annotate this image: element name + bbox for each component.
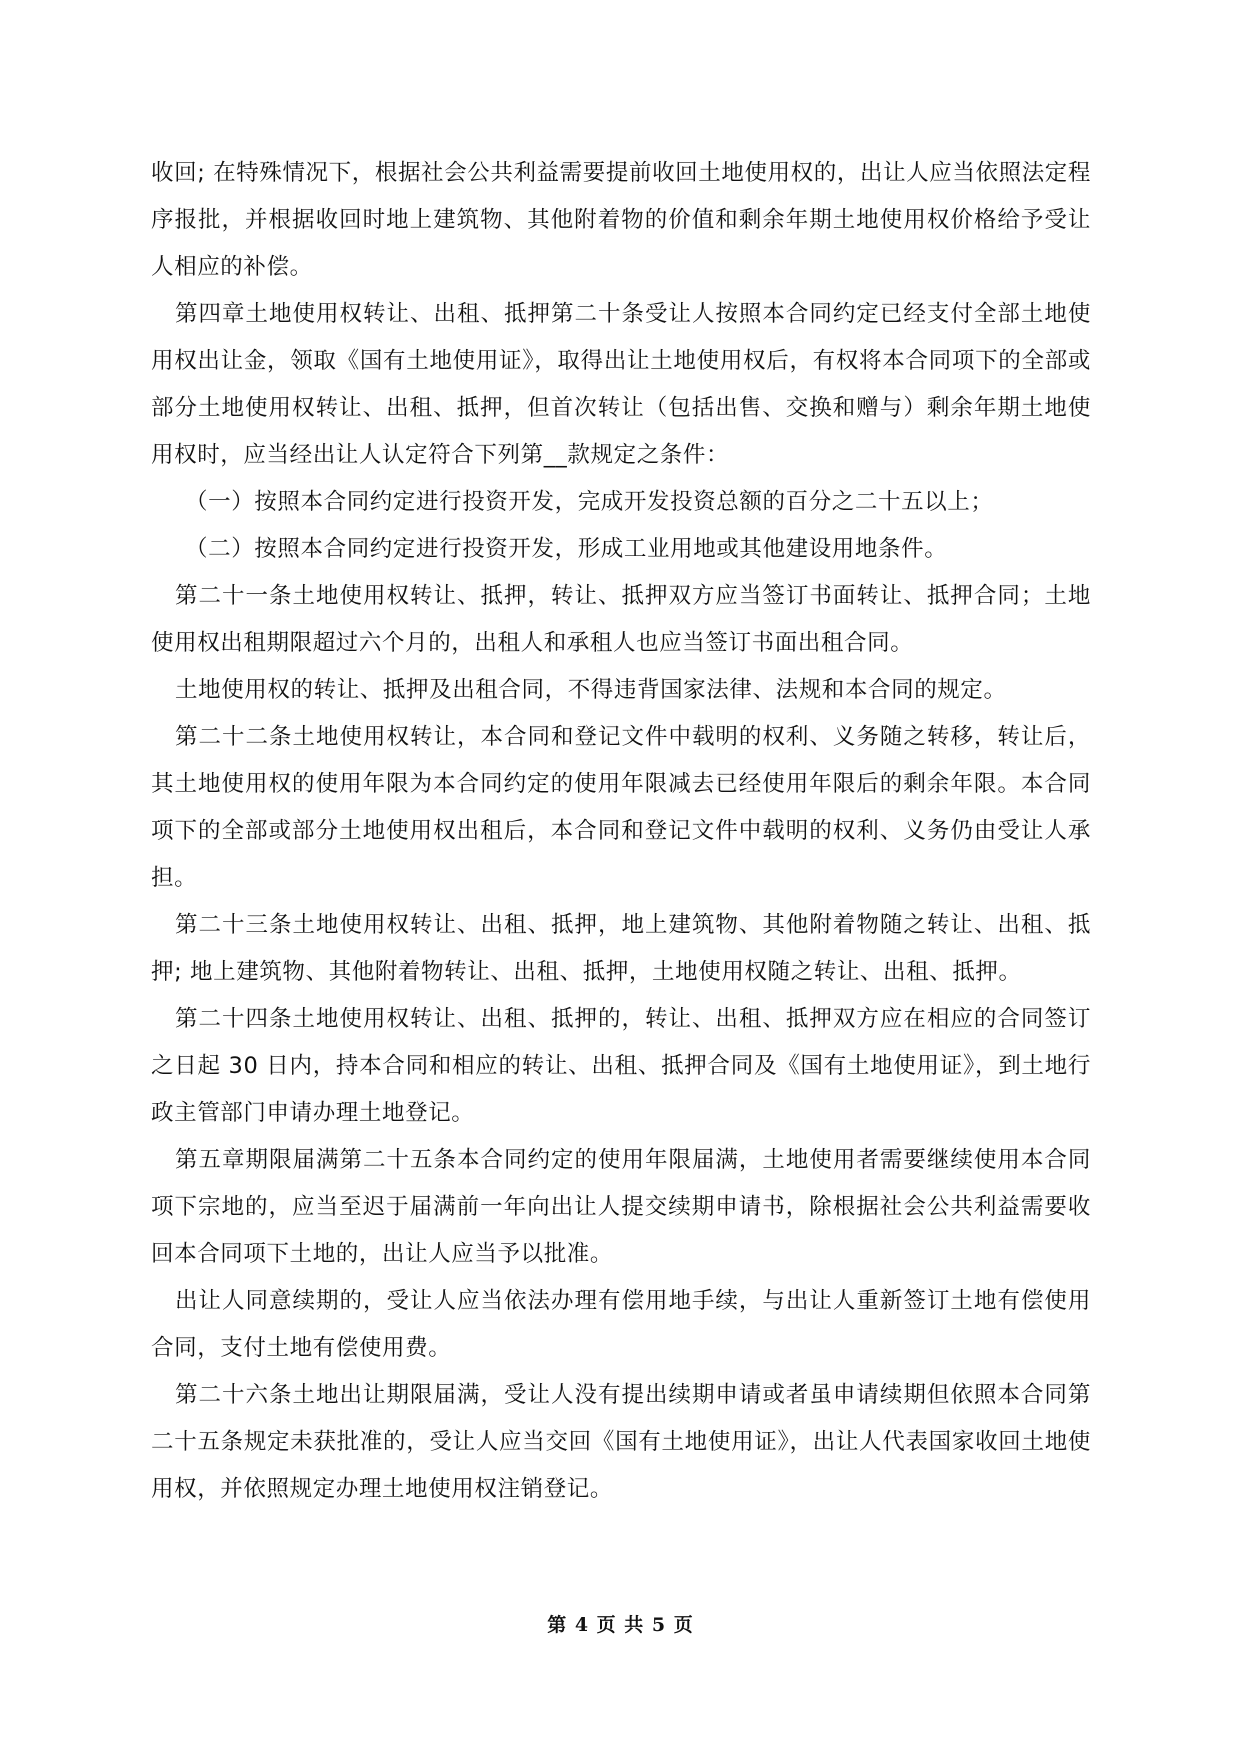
paragraph-9: 第二十四条土地使用权转让、出租、抵押的，转让、出租、抵押双方应在相应的合同签订之日起 30 日内，持本合同和相应的转让、出租、抵押合同及《国有土地使用证》，到土地行政主管部门申请办理土地登记。 [151,1006,1091,1126]
paragraph-4: （二）按照本合同约定进行投资开发，形成工业用地或其他建设用地条件。 [185,536,948,562]
paragraph-12: 第二十六条土地出让期限届满，受让人没有提出续期申请或者虽申请续期但依照本合同第二十五条规定未获批准的，受让人应当交回《国有土地使用证》，出让人代表国家收回土地使用权，并依照规定办理土地使用权注销登记。 [151,1382,1091,1502]
page-number-footer: 第 4 页 共 5 页 [547,1614,694,1636]
paragraph-6: 土地使用权的转让、抵押及出租合同，不得违背国家法律、法规和本合同的规定。 [175,677,1007,703]
document-body [151,150,1091,1513]
paragraph-11: 出让人同意续期的，受让人应当依法办理有偿用地手续，与出让人重新签订土地有偿使用合同，支付土地有偿使用费。 [151,1288,1091,1361]
paragraph-7: 第二十二条土地使用权转让，本合同和登记文件中载明的权利、义务随之转移，转让后，其土地使用权的使用年限为本合同约定的使用年限减去已经使用年限后的剩余年限。本合同项下的全部或部分土地使用权出租后，本合同和登记文件中载明的权利、义务仍由受让人承担。 [151,724,1091,891]
paragraph-2: 第四章土地使用权转让、出租、抵押第二十条受让人按照本合同约定已经支付全部土地使用权出让金，领取《国有土地使用证》，取得出让土地使用权后，有权将本合同项下的全部或部分土地使用权转让、出租、抵押，但首次转让（包括出售、交换和赠与）剩余年期土地使用权时，应当经出让人认定符合下列第__款规定之条件： [151,301,1091,468]
paragraph-8: 第二十三条土地使用权转让、出租、抵押，地上建筑物、其他附着物随之转让、出租、抵押; 地上建筑物、其他附着物转让、出租、抵押，土地使用权随之转让、出租、抵押。 [151,912,1091,985]
paragraph-10: 第五章期限届满第二十五条本合同约定的使用年限届满，土地使用者需要继续使用本合同项下宗地的，应当至迟于届满前一年向出让人提交续期申请书，除根据社会公共利益需要收回本合同项下土地的，出让人应当予以批准。 [151,1147,1091,1267]
paragraph-3: （一）按照本合同约定进行投资开发，完成开发投资总额的百分之二十五以上； [185,489,994,515]
paragraph-1: 收回; 在特殊情况下，根据社会公共利益需要提前收回土地使用权的，出让人应当依照法定程序报批，并根据收回时地上建筑物、其他附着物的价值和剩余年期土地使用权价格给予受让人相应的补偿。 [151,160,1091,280]
paragraph-5: 第二十一条土地使用权转让、抵押，转让、抵押双方应当签订书面转让、抵押合同；土地使用权出租期限超过六个月的，出租人和承租人也应当签订书面出租合同。 [151,583,1091,656]
